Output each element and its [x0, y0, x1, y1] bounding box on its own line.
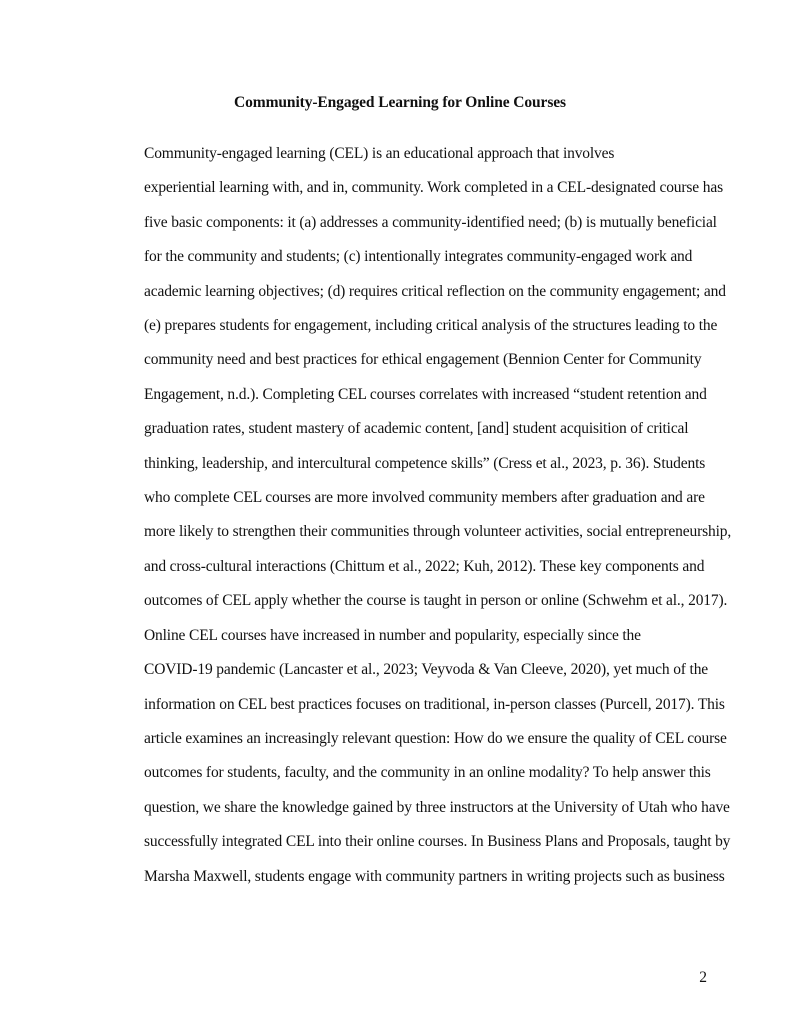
text-line: who complete CEL courses are more involved community members after graduation and are — [144, 489, 705, 507]
paragraph-1 — [96, 137, 732, 619]
document-title: Community-Engaged Learning for Online Courses — [234, 94, 566, 111]
text-line: article examines an increasingly relevant question: How do we ensure the quality of CEL course — [144, 729, 727, 747]
text-line: graduation rates, student mastery of academic content, [and] student acquisition of critical — [144, 420, 689, 438]
text-line: community need and best practices for ethical engagement (Bennion Center for Community — [144, 351, 702, 369]
text-line: information on CEL best practices focuses on traditional, in-person classes (Purcell, 2017). This — [144, 695, 725, 713]
text-line: Marsha Maxwell, students engage with community partners in writing projects such as business — [144, 867, 725, 885]
text-line: outcomes for students, faculty, and the community in an online modality? To help answer this — [144, 764, 711, 782]
text-line: Community-engaged learning (CEL) is an educational approach that involves — [144, 145, 615, 162]
text-line: more likely to strengthen their communities through volunteer activities, social entrepreneurship, — [144, 523, 732, 541]
document-body — [96, 137, 732, 894]
text-line: thinking, leadership, and intercultural competence skills” (Cress et al., 2023, p. 36). Students — [144, 454, 706, 472]
text-line: outcomes of CEL apply whether the course is taught in person or online (Schwehm et al., 2017). — [144, 592, 728, 610]
text-line: (e) prepares students for engagement, including critical analysis of the structures leading to the — [144, 317, 718, 335]
text-line: five basic components: it (a) addresses a community-identified need; (b) is mutually beneficial — [144, 213, 717, 231]
text-line: and cross-cultural interactions (Chittum et al., 2022; Kuh, 2012). These key components and — [144, 557, 705, 575]
page-number: 2 — [699, 969, 707, 986]
paragraph-2 — [96, 619, 731, 894]
text-line: successfully integrated CEL into their online courses. In Business Plans and Proposals, taught by — [144, 833, 731, 851]
text-line: for the community and students; (c) intentionally integrates community-engaged work and — [144, 248, 693, 266]
text-line: Online CEL courses have increased in number and popularity, especially since the — [144, 626, 641, 644]
text-line: experiential learning with, and in, community. Work completed in a CEL-designated course has — [144, 179, 723, 197]
text-line: question, we share the knowledge gained by three instructors at the University of Utah who have — [144, 798, 730, 816]
text-line: Engagement, n.d.). Completing CEL courses correlates with increased “student retention and — [144, 385, 707, 403]
text-line: academic learning objectives; (d) requires critical reflection on the community engagement; and — [144, 282, 726, 300]
text-line: COVID-19 pandemic (Lancaster et al., 2023; Veyvoda & Van Cleeve, 2020), yet much of the — [144, 661, 709, 679]
